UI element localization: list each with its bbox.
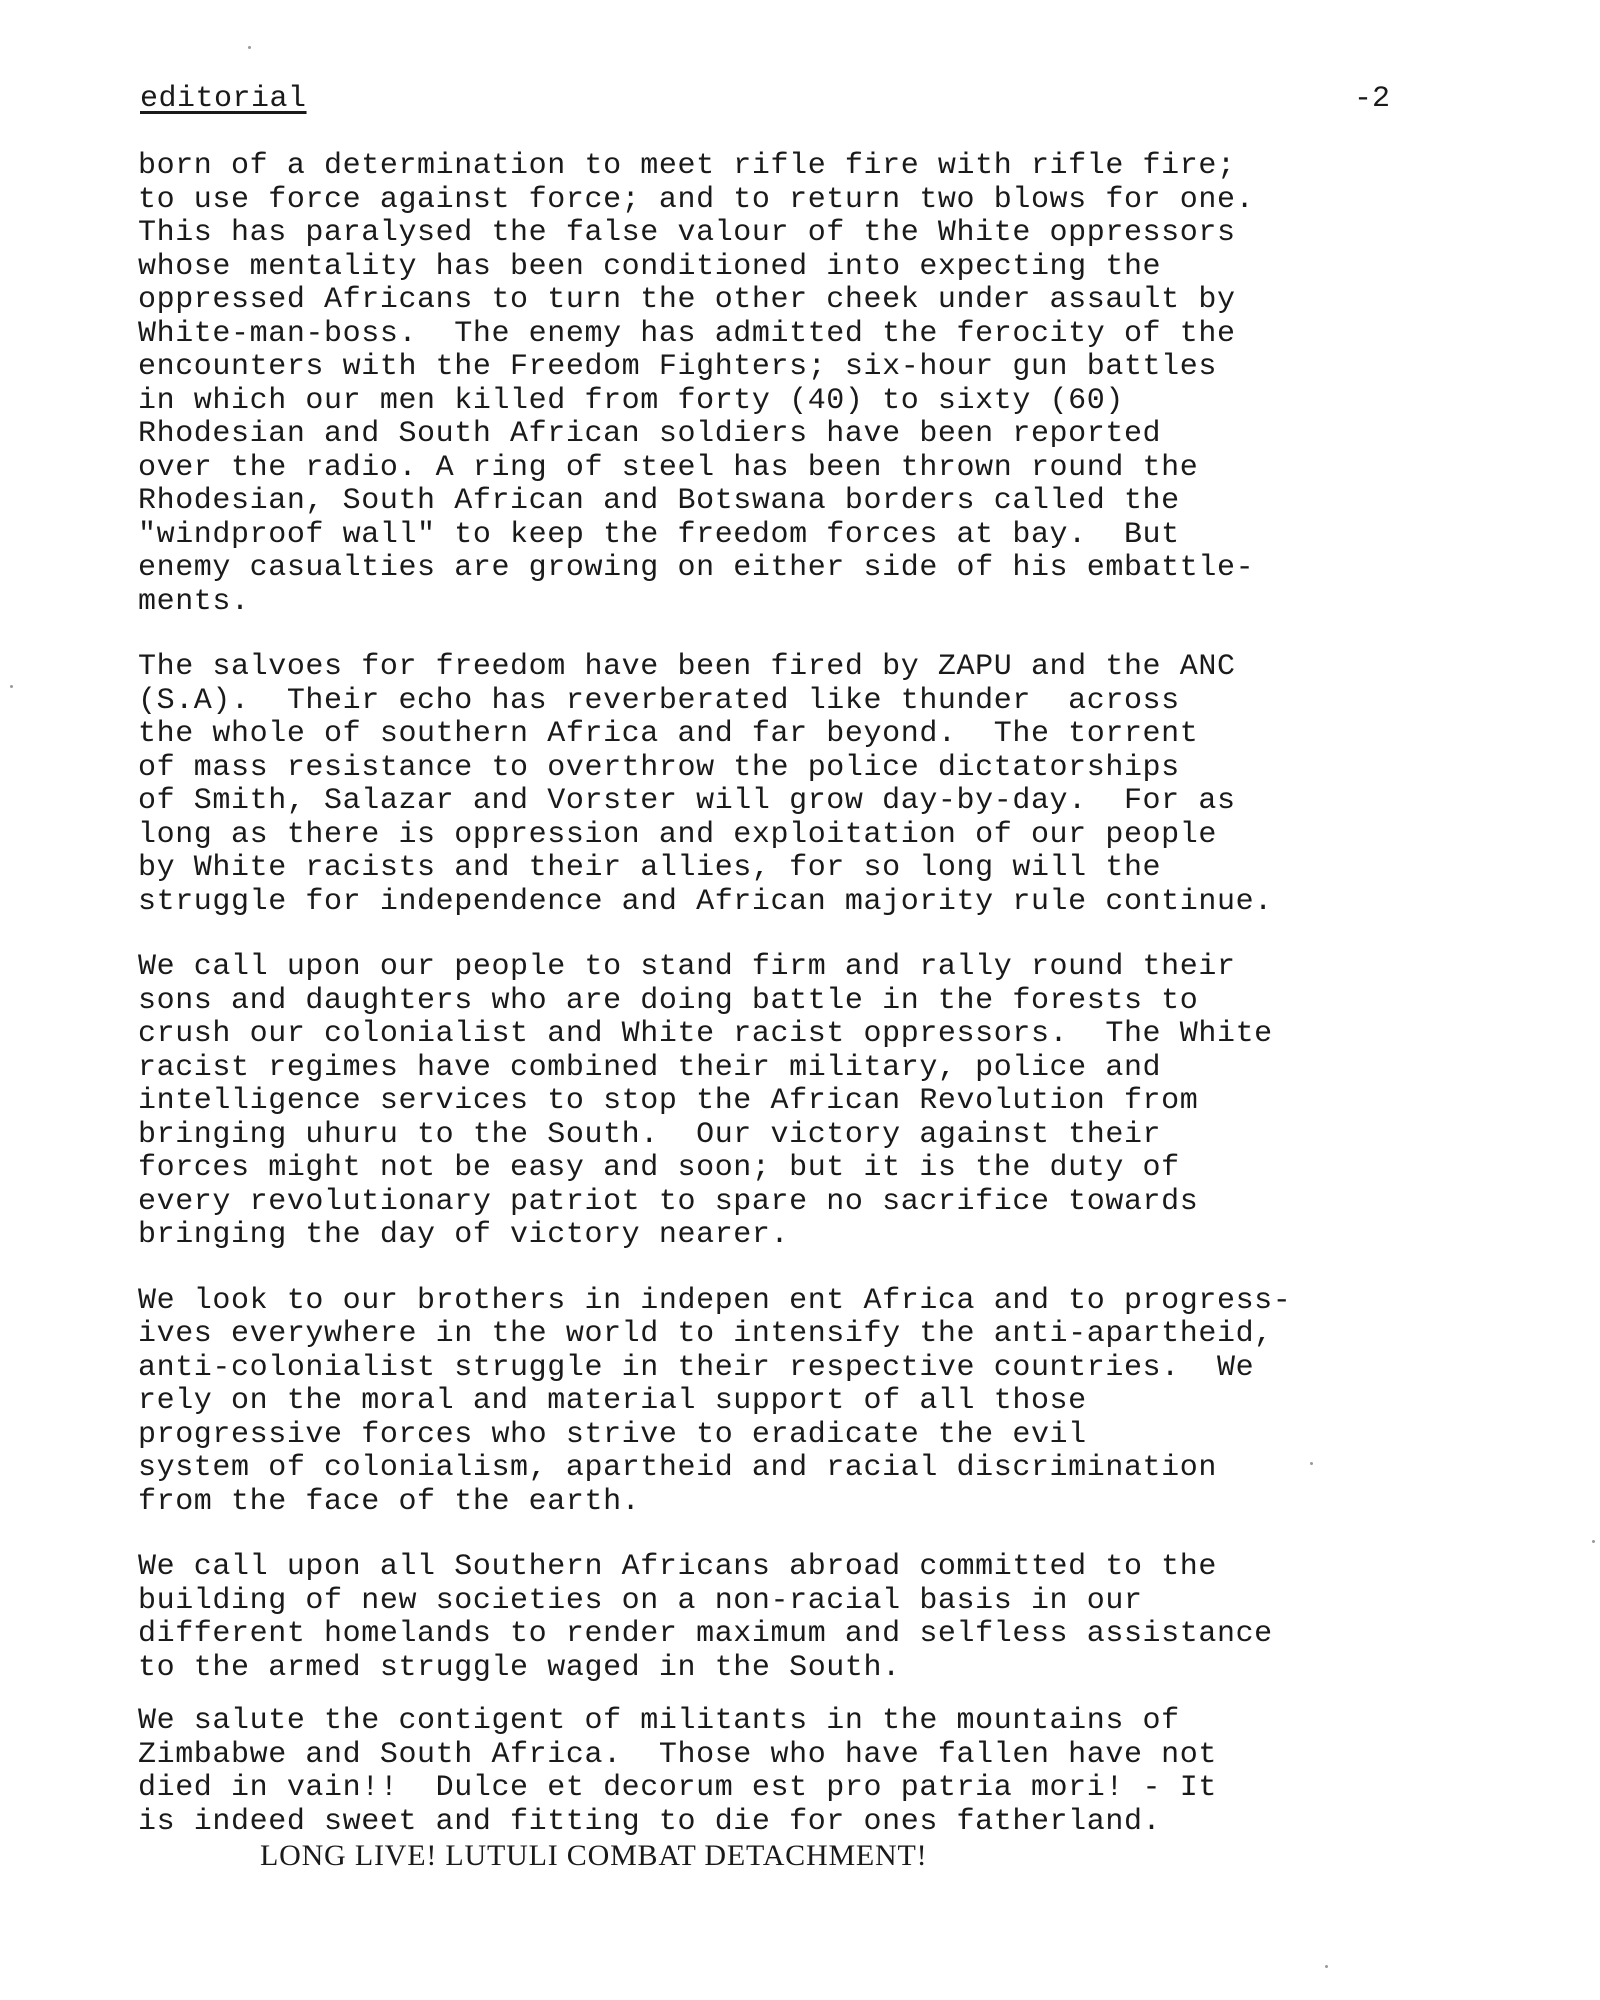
text-line: by White racists and their allies, for so long will the [138, 851, 1162, 885]
text-line: This has paralysed the false valour of the White oppressors [138, 216, 1236, 250]
text-line: crush our colonialist and White racist oppressors. The White [138, 1017, 1273, 1051]
text-line: to the armed struggle waged in the South. [138, 1650, 901, 1685]
text-line: whose mentality has been conditioned into expecting the [138, 249, 1162, 284]
text-line: oppressed Africans to turn the other cheek under assault by [138, 283, 1236, 317]
text-line: ives everywhere in the world to intensify the anti-apartheid, [138, 1317, 1273, 1351]
paragraph [138, 651, 1408, 919]
text-line: Rhodesian and South African soldiers have been reported [138, 417, 1162, 451]
paper-speck [1310, 1462, 1313, 1465]
text-line: encounters with the Freedom Fighters; six-hour gun battles [138, 350, 1217, 384]
text-line: (S.A). Their echo has reverberated like thunder across [138, 683, 1180, 718]
page-header [140, 82, 1390, 122]
text-line: building of new societies on a non-racial basis in our [138, 1583, 1143, 1618]
text-line: from the face of the earth. [138, 1484, 641, 1519]
editorial-body [138, 150, 1408, 1904]
text-line: "windproof wall" to keep the freedom forces at bay. But [138, 517, 1180, 552]
text-line: We call upon all Southern Africans abroad committed to the [138, 1550, 1217, 1584]
section-label: editorial [140, 82, 307, 116]
text-line: bringing the day of victory nearer. [138, 1218, 790, 1252]
text-line: system of colonialism, apartheid and racial discrimination [138, 1451, 1217, 1485]
text-line: born of a determination to meet rifle fire with rifle fire; [138, 149, 1236, 183]
text-line: of Smith, Salazar and Vorster will grow day-by-day. For as [138, 784, 1236, 818]
text-line: intelligence services to stop the African Revolution from [138, 1084, 1199, 1118]
paragraph [138, 951, 1408, 1253]
paragraph [138, 1285, 1408, 1520]
text-line: We look to our brothers in indepen ent Africa and to progress- [138, 1283, 1292, 1318]
text-line: died in vain!! Dulce et decorum est pro patria mori! - It [138, 1771, 1217, 1805]
text-line: different homelands to render maximum and selfless assistance [138, 1617, 1273, 1651]
text-line: ments. [138, 584, 250, 619]
text-line: of mass resistance to overthrow the police dictatorships [138, 750, 1180, 785]
text-line: bringing uhuru to the South. Our victory against their [138, 1117, 1162, 1152]
text-line: every revolutionary patriot to spare no sacrifice towards [138, 1184, 1199, 1219]
paragraph [138, 1705, 1408, 1872]
text-line: to use force against force; and to return two blows for one. [138, 182, 1255, 217]
text-line: progressive forces who strive to eradicate the evil [138, 1417, 1087, 1452]
paper-speck [248, 46, 251, 49]
page-number: -2 [1353, 82, 1390, 116]
text-line: Rhodesian, South African and Botswana borders called the [138, 484, 1180, 518]
closing-slogan: LONG LIVE! LUTULI COMBAT DETACHMENT! [260, 1839, 928, 1872]
paragraph [138, 1551, 1408, 1685]
text-line: over the radio. A ring of steel has been thrown round the [138, 450, 1199, 485]
text-line: White-man-boss. The enemy has admitted the ferocity of the [138, 316, 1236, 351]
text-line: the whole of southern Africa and far beyond. The torrent [138, 717, 1199, 751]
text-line: We salute the contigent of militants in the mountains of [138, 1704, 1180, 1738]
text-line: sons and daughters who are doing battle in the forests to [138, 983, 1199, 1018]
text-line: The salvoes for freedom have been fired by ZAPU and the ANC [138, 650, 1236, 684]
text-line: long as there is oppression and exploitation of our people [138, 817, 1217, 852]
text-line: rely on the moral and material support of all those [138, 1384, 1087, 1418]
text-line: is indeed sweet and fitting to die for ones fatherland. [138, 1804, 1162, 1839]
text-line: Zimbabwe and South Africa. Those who have fallen have not [138, 1737, 1217, 1772]
paper-speck [1592, 1540, 1595, 1543]
text-line: in which our men killed from forty (40) to sixty (60) [138, 383, 1124, 418]
text-line: enemy casualties are growing on either side of his embattle- [138, 551, 1255, 585]
paper-speck [10, 685, 13, 688]
text-line: racist regimes have combined their military, police and [138, 1050, 1162, 1085]
paragraph [138, 150, 1408, 619]
text-line: We call upon our people to stand firm and rally round their [138, 950, 1236, 984]
text-line: forces might not be easy and soon; but it is the duty of [138, 1151, 1180, 1185]
text-line: struggle for independence and African majority rule continue. [138, 884, 1273, 919]
text-line: anti-colonialist struggle in their respective countries. We [138, 1350, 1255, 1385]
paper-speck [1325, 1965, 1328, 1968]
